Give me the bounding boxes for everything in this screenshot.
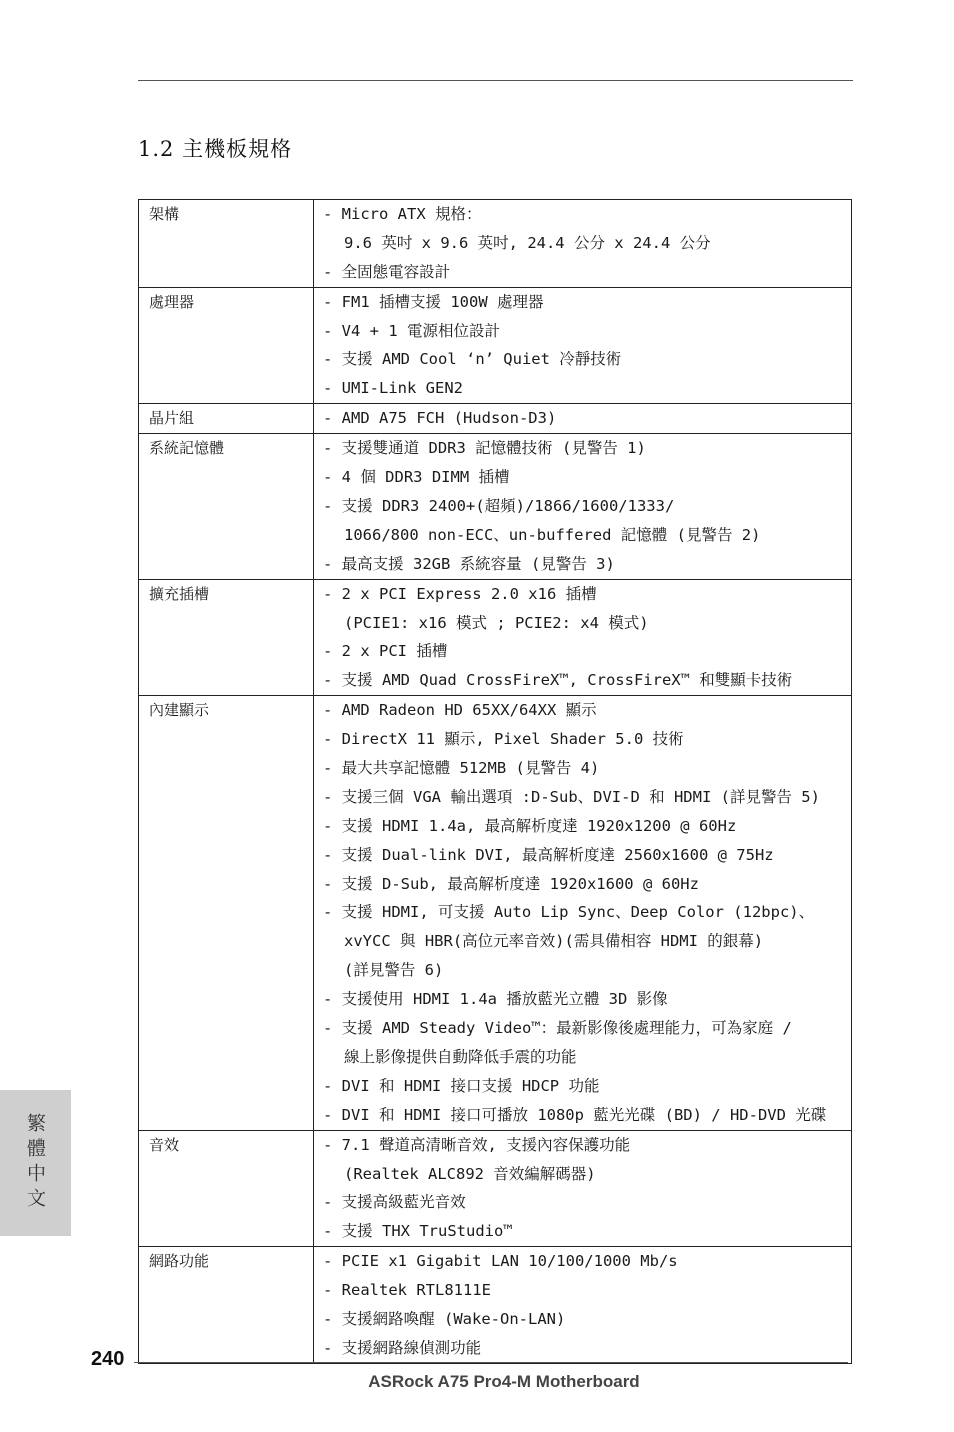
spec-label: 音效 [139,1130,314,1247]
spec-item-line: - 最高支援 32GB 系統容量 (見警告 3) [323,554,615,573]
spec-items [314,200,852,288]
top-rule [138,80,853,81]
spec-items [314,404,852,434]
spec-item-line: - Realtek RTL8111E [323,1281,491,1300]
page-number: 240 [91,1348,125,1370]
spec-row [139,404,852,434]
spec-item-line: 線上影像提供自動降低手震的功能 [344,1047,577,1066]
spec-item-line: 9.6 英吋 x 9.6 英吋, 24.4 公分 x 24.4 公分 [344,233,711,252]
spec-row [139,579,852,696]
spec-item-line: - V4 + 1 電源相位設計 [323,321,500,340]
spec-item-line: - AMD A75 FCH (Hudson-D3) [323,409,557,428]
spec-item-line: - 7.1 聲道高清晰音效, 支援內容保護功能 [323,1135,631,1154]
footer-title-text: ASRock A75 Pro4-M Motherboard [368,1372,640,1391]
spec-item-line: - 支援使用 HDMI 1.4a 播放藍光立體 3D 影像 [323,990,668,1009]
language-side-tab-label: 繁體中文 [24,1113,46,1213]
spec-item-line: - 支援 HDMI, 可支援 Auto Lip Sync、Deep Color (12bpc)、 [323,903,815,922]
spec-items [314,287,852,404]
spec-item-line: - DVI 和 HDMI 接口可播放 1080p 藍光光碟 (BD) / HD-DVD 光碟 [323,1105,827,1124]
section-title: 1.2 主機板規格 [138,137,293,161]
spec-row [139,434,852,579]
spec-item-line: - 支援 D-Sub, 最高解析度達 1920x1600 @ 60Hz [323,874,699,893]
spec-item-line: - Micro ATX 規格： [323,205,482,223]
spec-label: 晶片組 [139,404,314,434]
spec-item-line: - 2 x PCI 插槽 [323,642,448,661]
spec-item-line: - 4 個 DDR3 DIMM 插槽 [323,468,510,487]
spec-item-line: - 支援 DDR3 2400+(超頻)/1866/1600/1333/ [323,497,675,516]
spec-row [139,287,852,404]
spec-item-line: - 支援 THX TruStudio™ [323,1222,513,1241]
spec-row [139,1130,852,1247]
spec-label: 擴充插槽 [139,579,314,696]
spec-item-line: - 2 x PCI Express 2.0 x16 插槽 [323,584,597,603]
spec-items [314,434,852,579]
spec-item-line: - 支援 AMD Cool ‘n’ Quiet 冷靜技術 [323,350,622,369]
spec-row [139,200,852,288]
spec-label: 系統記憶體 [139,434,314,579]
spec-row [139,1247,852,1364]
spec-item-line: - 支援 AMD Steady Video™：最新影像後處理能力，可為家庭 / [323,1019,792,1038]
spec-item-line: - PCIE x1 Gigabit LAN 10/100/1000 Mb/s [323,1252,678,1271]
spec-item-line: - 支援網路喚醒 (Wake-On-LAN) [323,1309,566,1328]
spec-item-line: - UMI-Link GEN2 [323,379,463,398]
spec-item-line: - DirectX 11 顯示, Pixel Shader 5.0 技術 [323,730,684,749]
spec-item-line: - 支援 Dual-link DVI, 最高解析度達 2560x1600 @ 75Hz [323,845,774,864]
spec-item-line: (Realtek ALC892 音效編解碼器) [344,1164,596,1183]
spec-items [314,696,852,1130]
spec-label: 網路功能 [139,1247,314,1364]
spec-item-line: - DVI 和 HDMI 接口支援 HDCP 功能 [323,1076,600,1095]
spec-table-body [139,200,852,1364]
spec-item-line: - 全固態電容設計 [323,262,451,281]
spec-items [314,1130,852,1247]
spec-item-line: - 支援 AMD Quad CrossFireX™, CrossFireX™ 和雙顯卡技術 [323,671,793,690]
spec-table [138,199,852,1364]
spec-item-line: - 最大共享記憶體 512MB (見警告 4) [323,759,600,778]
footer-title [0,1372,954,1392]
spec-label: 架構 [139,200,314,288]
spec-items [314,579,852,696]
spec-item-line: - 支援雙通道 DDR3 記憶體技術 (見警告 1) [323,439,646,458]
spec-item-line: - 支援三個 VGA 輸出選項 :D-Sub、DVI-D 和 HDMI (詳見警告 5) [323,787,820,806]
spec-item-line: (詳見警告 6) [344,961,444,980]
spec-item-line: - 支援網路線偵測功能 [323,1338,482,1357]
spec-items [314,1247,852,1364]
spec-item-line: - AMD Radeon HD 65XX/64XX 顯示 [323,701,597,720]
spec-item-line: (PCIE1: x16 模式 ; PCIE2: x4 模式) [344,613,649,632]
spec-label: 內建顯示 [139,696,314,1130]
spec-item-line: 1066/800 non-ECC、un-buffered 記憶體 (見警告 2) [344,525,761,544]
spec-label: 處理器 [139,287,314,404]
spec-item-line: - 支援高級藍光音效 [323,1193,466,1212]
spec-item-line: - 支援 HDMI 1.4a, 最高解析度達 1920x1200 @ 60Hz [323,816,737,835]
spec-row [139,696,852,1130]
spec-item-line: - FM1 插槽支援 100W 處理器 [323,292,544,311]
bottom-rule [134,1362,848,1363]
language-side-tab [0,1090,71,1236]
spec-item-line: xvYCC 與 HBR(高位元率音效)(需具備相容 HDMI 的銀幕) [344,932,764,951]
